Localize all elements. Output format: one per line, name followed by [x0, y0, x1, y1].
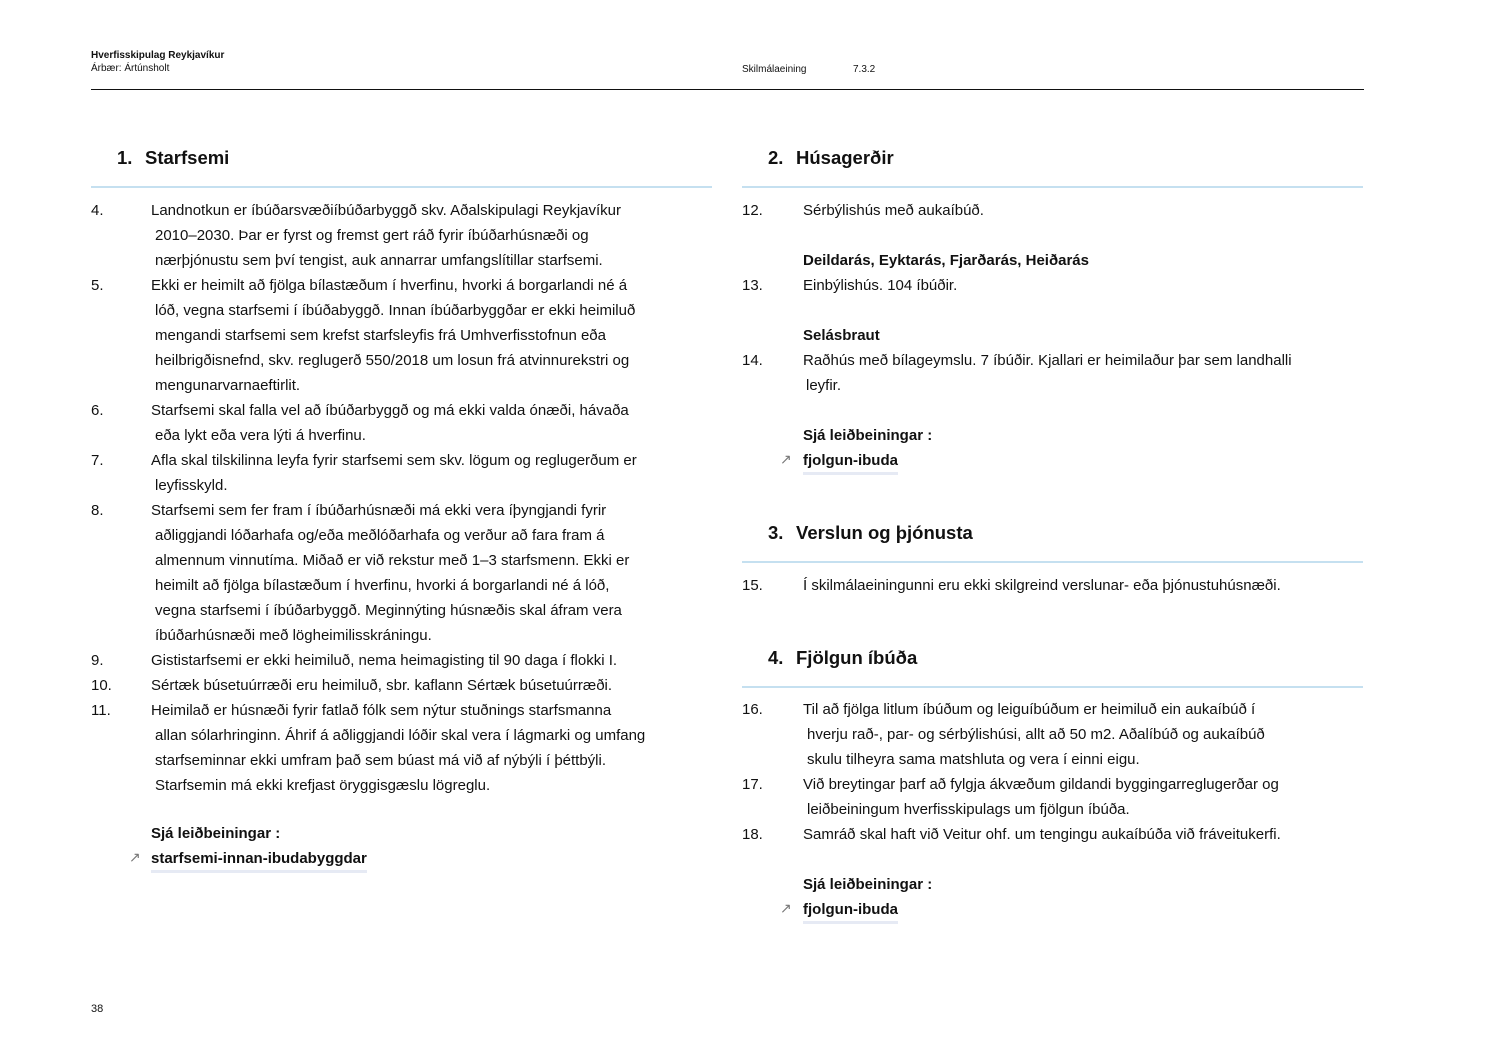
page-number: 38 [91, 1003, 104, 1015]
heading-verslun: 3. Verslun og þjónusta [768, 522, 973, 543]
item-number: 17. [742, 776, 763, 793]
item-text: allan sólarhringinn. Áhrif á aðliggjandi lóðir skal vera í lágmarki og umfang [155, 727, 646, 744]
item-text: Starfsemi sem fer fram í íbúðarhúsnæði má ekki vera íþyngjandi fyrir [151, 502, 607, 519]
item-text: leyfir. [806, 377, 842, 394]
item-text: leiðbeiningum hverfisskipulags um fjölgun íbúða. [807, 801, 1130, 818]
item-number: 9. [91, 652, 104, 669]
item-text: almennum vinnutíma. Miðað er við rekstur með 1–3 starfsmenn. Ekki er [155, 552, 630, 569]
item-text: Starfsemin má ekki krefjast öryggisgæslu lögreglu. [155, 777, 491, 794]
guide-label: Sjá leiðbeiningar : [803, 876, 933, 893]
item-text: Í skilmálaeiningunni eru ekki skilgreind verslunar- eða þjónustuhúsnæði. [803, 577, 1281, 594]
item-text: vegna starfsemi í íbúðarbyggð. Meginnýting húsnæðis skal áfram vera [155, 602, 622, 619]
heading-starfsemi: 1. Starfsemi [117, 147, 230, 168]
item-text: nærþjónustu sem því tengist, auk annarrar umfangslítillar starfsemi. [155, 252, 603, 269]
doc-title: Hverfisskipulag Reykjavíkur [91, 50, 225, 61]
section-divider [91, 186, 712, 188]
item-text: mengandi starfsemi sem krefst starfsleyfis frá Umhverfisstofnun eða [155, 327, 606, 344]
item-number: 13. [742, 277, 763, 294]
item-number: 6. [91, 402, 104, 419]
item-number: 7. [91, 452, 104, 469]
item-text: aðliggjandi lóðarhafa og/eða meðlóðarhafa og verður að fara fram á [155, 527, 605, 544]
external-link-arrow-icon: ↗ [780, 900, 792, 916]
item-text: starfseminnar ekki umfram það sem búast má við af nýbýli í þéttbýli. [155, 752, 607, 769]
section-divider [742, 186, 1363, 188]
item-text: Ekki er heimilt að fjölga bílastæðum í hverfinu, hvorki á borgarlandi né á [151, 277, 628, 294]
item-number: 14. [742, 352, 763, 369]
external-link-arrow-icon: ↗ [780, 451, 792, 467]
item-text: skulu tilheyra sama matshluta og vera í einni eigu. [807, 751, 1140, 768]
item-number: 18. [742, 826, 763, 843]
heading-husagerdir: 2. Húsagerðir [768, 147, 894, 168]
item-number: 12. [742, 202, 763, 219]
item-text: Við breytingar þarf að fylgja ákvæðum gildandi byggingarreglugerðar og [803, 776, 1279, 793]
item-number: 16. [742, 701, 763, 718]
item-text: Til að fjölga litlum íbúðum og leiguíbúðum er heimiluð ein aukaíbúð í [803, 701, 1256, 718]
item-text: lóð, vegna starfsemi í íbúðabyggð. Innan íbúðarbyggðar er ekki heimiluð [155, 302, 636, 319]
section-divider [742, 561, 1363, 563]
header-divider [91, 89, 1364, 90]
item-text: Starfsemi skal falla vel að íbúðarbyggð og má ekki valda ónæði, hávaða [151, 402, 629, 419]
item-number: 11. [91, 702, 111, 719]
item-text: Samráð skal haft við Veitur ohf. um tengingu aukaíbúða við fráveitukerfi. [803, 826, 1281, 843]
item-text: Sérbýlishús með aukaíbúð. [803, 202, 984, 219]
section-label: Skilmálaeining [742, 64, 807, 75]
item-text: Gististarfsemi er ekki heimiluð, nema heimagisting til 90 daga í flokki I. [151, 652, 618, 669]
item-text: Raðhús með bílageymslu. 7 íbúðir. Kjallari er heimilaður þar sem landhalli [803, 352, 1292, 369]
item-text: hverju rað-, par- og sérbýlishúsi, allt að 50 m2. Aðalíbúð og aukaíbúð [807, 726, 1265, 743]
item-text: eða lykt eða vera lýti á hverfinu. [155, 427, 366, 444]
guide-label: Sjá leiðbeiningar : [151, 825, 281, 842]
section-number: 7.3.2 [853, 64, 876, 75]
guide-label: Sjá leiðbeiningar : [803, 427, 933, 444]
item-number: 8. [91, 502, 104, 519]
section-divider [742, 686, 1363, 688]
guide-link-starfsemi[interactable]: starfsemi-innan-ibudabyggdar [151, 848, 367, 873]
street-subheading: Deildarás, Eyktarás, Fjarðarás, Heiðarás [803, 252, 1089, 269]
item-number: 4. [91, 202, 104, 219]
doc-subtitle: Árbær: Ártúnsholt [91, 63, 170, 74]
item-number: 5. [91, 277, 104, 294]
item-number: 15. [742, 577, 763, 594]
guide-link-fjolgun[interactable]: fjolgun-ibuda [803, 450, 898, 475]
item-text: Heimilað er húsnæði fyrir fatlað fólk sem nýtur stuðnings starfsmanna [151, 702, 612, 719]
item-text: Landnotkun er íbúðarsvæðiíbúðarbyggð skv. Aðalskipulagi Reykjavíkur [151, 202, 621, 219]
heading-fjolgun: 4. Fjölgun íbúða [768, 647, 918, 668]
item-text: Einbýlishús. 104 íbúðir. [803, 277, 958, 294]
street-subheading: Selásbraut [803, 327, 880, 344]
item-text: heilbrigðisnefnd, skv. reglugerð 550/2018 um losun frá atvinnurekstri og [155, 352, 630, 369]
item-text: Sértæk búsetuúrræði eru heimiluð, sbr. kaflann Sértæk búsetuúrræði. [151, 677, 613, 694]
item-text: mengunarvarnaeftirlit. [155, 377, 301, 394]
item-text: 2010–2030. Þar er fyrst og fremst gert ráð fyrir íbúðarhúsnæði og [155, 227, 589, 244]
item-text: íbúðarhúsnæði með lögheimilisskráningu. [155, 627, 432, 644]
item-number: 10. [91, 677, 112, 694]
guide-link-fjolgun[interactable]: fjolgun-ibuda [803, 899, 898, 924]
external-link-arrow-icon: ↗ [129, 849, 141, 865]
item-text: leyfisskyld. [155, 477, 228, 494]
item-text: heimilt að fjölga bílastæðum í hverfinu, hvorki á borgarlandi né á lóð, [155, 577, 610, 594]
item-text: Afla skal tilskilinna leyfa fyrir starfsemi sem skv. lögum og reglugerðum er [151, 452, 637, 469]
